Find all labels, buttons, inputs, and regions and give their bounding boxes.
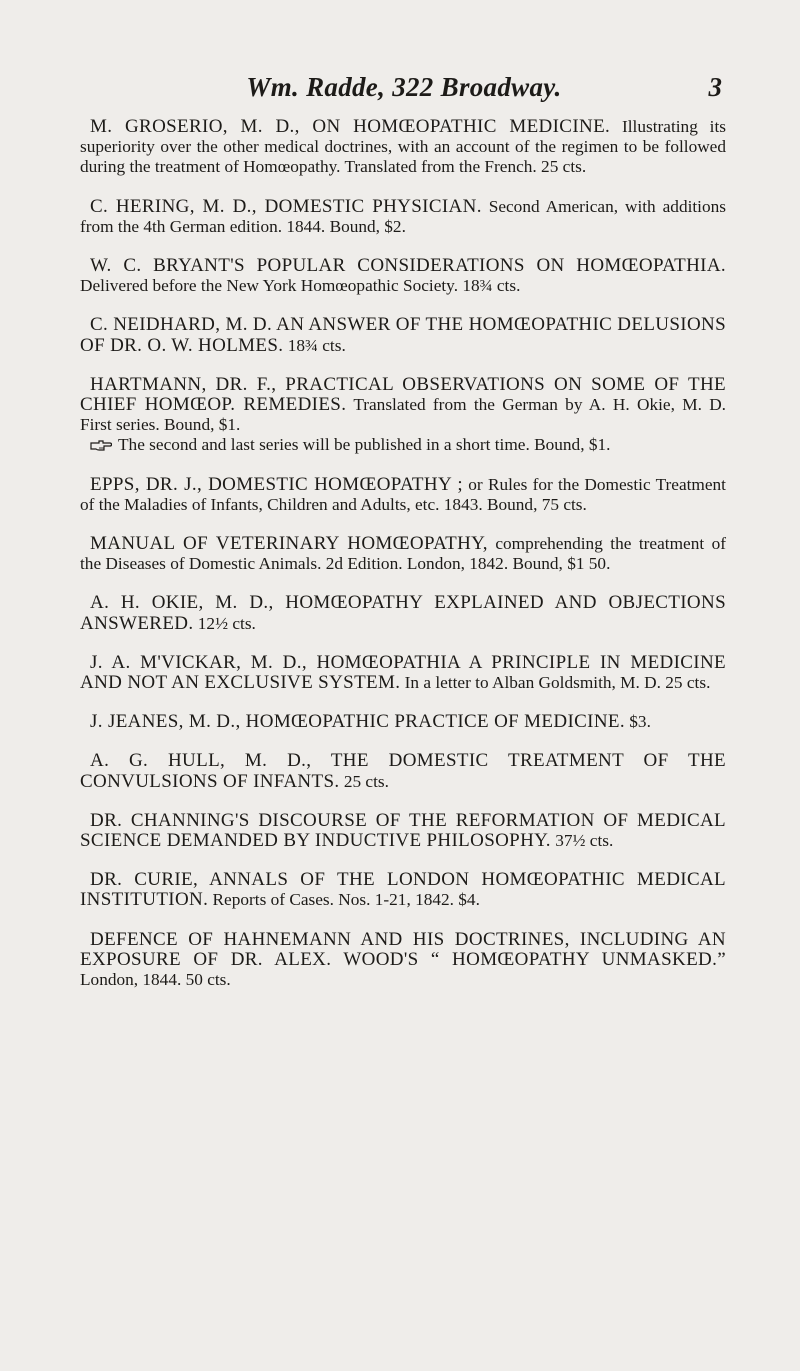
entry-heading: C. NEIDHARD, M. D. AN ANSWER OF THE HOMŒOPATHIC DELUSIONS OF DR. O. W. HOLMES. bbox=[80, 314, 726, 356]
entry-description: Second American, with additions from the 4th German edition. 1844. Bound, $2. bbox=[80, 196, 726, 236]
list-item bbox=[80, 315, 726, 355]
list-item bbox=[80, 930, 726, 991]
running-head-title: Wm. Radde, 322 Broadway. bbox=[246, 72, 562, 102]
list-item bbox=[80, 534, 726, 574]
entry-note-text: The second and last series will be published in a short time. Bound, $1. bbox=[118, 435, 611, 455]
entry-heading: M. GROSERIO, M. D., ON HOMŒOPATHIC MEDICINE. bbox=[90, 116, 611, 137]
entry-heading: DEFENCE OF HAHNEMANN AND HIS DOCTRINES, INCLUDING AN EXPOSURE OF DR. ALEX. WOOD'S “ HOMŒOPATHY UNMASKED.” bbox=[80, 928, 726, 970]
list-item bbox=[80, 811, 726, 851]
entry-description: Illustrating its superiority over the other medical doctrines, with an account of the regimen to be followed during the treatment of Homœopathy. Translated from the French. 25 cts. bbox=[80, 117, 727, 177]
entry-description: 18¾ cts. bbox=[287, 335, 346, 355]
page-number: 3 bbox=[708, 72, 722, 102]
entry-note bbox=[80, 435, 726, 455]
entry-description: Reports of Cases. Nos. 1-21, 1842. $4. bbox=[212, 890, 480, 910]
pointing-hand-icon bbox=[90, 440, 112, 452]
list-item bbox=[80, 751, 726, 791]
list-item bbox=[80, 256, 726, 296]
entry-description: 37½ cts. bbox=[555, 831, 614, 851]
entry-heading: W. C. BRYANT'S POPULAR CONSIDERATIONS ON HOMŒOPATHIA. bbox=[90, 255, 726, 277]
list-item bbox=[80, 653, 726, 693]
entry-description: 12½ cts. bbox=[197, 613, 256, 633]
list-item bbox=[80, 197, 726, 237]
entry-heading: A. H. OKIE, M. D., HOMŒOPATHY EXPLAINED AND OBJECTIONS ANSWERED. bbox=[80, 592, 726, 634]
entry-description: London, 1844. 50 cts. bbox=[80, 970, 231, 990]
running-head bbox=[80, 72, 728, 104]
entry-heading: HARTMANN, DR. F., PRACTICAL OBSERVATIONS ON SOME OF THE CHIEF HOMŒOP. REMEDIES. bbox=[80, 373, 726, 416]
entry-description: In a letter to Alban Goldsmith, M. D. 25 cts. bbox=[404, 673, 711, 693]
entry-heading: J. A. M'VICKAR, M. D., HOMŒOPATHIA A PRINCIPLE IN MEDICINE AND NOT AN EXCLUSIVE SYSTEM. bbox=[80, 651, 726, 694]
entry-heading: MANUAL OF VETERINARY HOMŒOPATHY, bbox=[90, 533, 488, 555]
list-item bbox=[80, 870, 726, 910]
entry-description: Delivered before the New York Homœopathic Society. 18¾ cts. bbox=[80, 276, 521, 296]
list-item bbox=[80, 117, 726, 178]
entry-heading: C. HERING, M. D., DOMESTIC PHYSICIAN. bbox=[90, 195, 482, 217]
entry-description: comprehending the treatment of the Diseases of Domestic Animals. 2d Edition. London, 1842. Bound, $1 50. bbox=[80, 534, 726, 574]
entry-description: Translated from the German by A. H. Okie, M. D. First series. Bound, $1. bbox=[80, 395, 726, 435]
entry-heading: DR. CURIE, ANNALS OF THE LONDON HOMŒOPATHIC MEDICAL INSTITUTION. bbox=[80, 869, 726, 911]
list-item bbox=[80, 712, 726, 732]
list-item bbox=[80, 475, 726, 515]
entry-heading: EPPS, DR. J., DOMESTIC HOMŒOPATHY ; bbox=[90, 473, 463, 495]
entry-heading: A. G. HULL, M. D., THE DOMESTIC TREATMENT OF THE CONVULSIONS OF INFANTS. bbox=[80, 750, 726, 792]
list-item bbox=[80, 375, 726, 456]
entry-description: $3. bbox=[629, 712, 651, 732]
entry-heading: DR. CHANNING'S DISCOURSE OF THE REFORMATION OF MEDICAL SCIENCE DEMANDED BY INDUCTIVE PHILOSOPHY. bbox=[80, 809, 726, 852]
entry-description: or Rules for the Domestic Treatment of the Maladies of Infants, Children and Adults, etc. 1843. Bound, 75 cts. bbox=[80, 474, 726, 514]
list-item bbox=[80, 593, 726, 633]
entry-description: 25 cts. bbox=[343, 771, 389, 791]
entry-heading: J. JEANES, M. D., HOMŒOPATHIC PRACTICE OF MEDICINE. bbox=[90, 711, 625, 733]
book-list bbox=[80, 117, 726, 1009]
